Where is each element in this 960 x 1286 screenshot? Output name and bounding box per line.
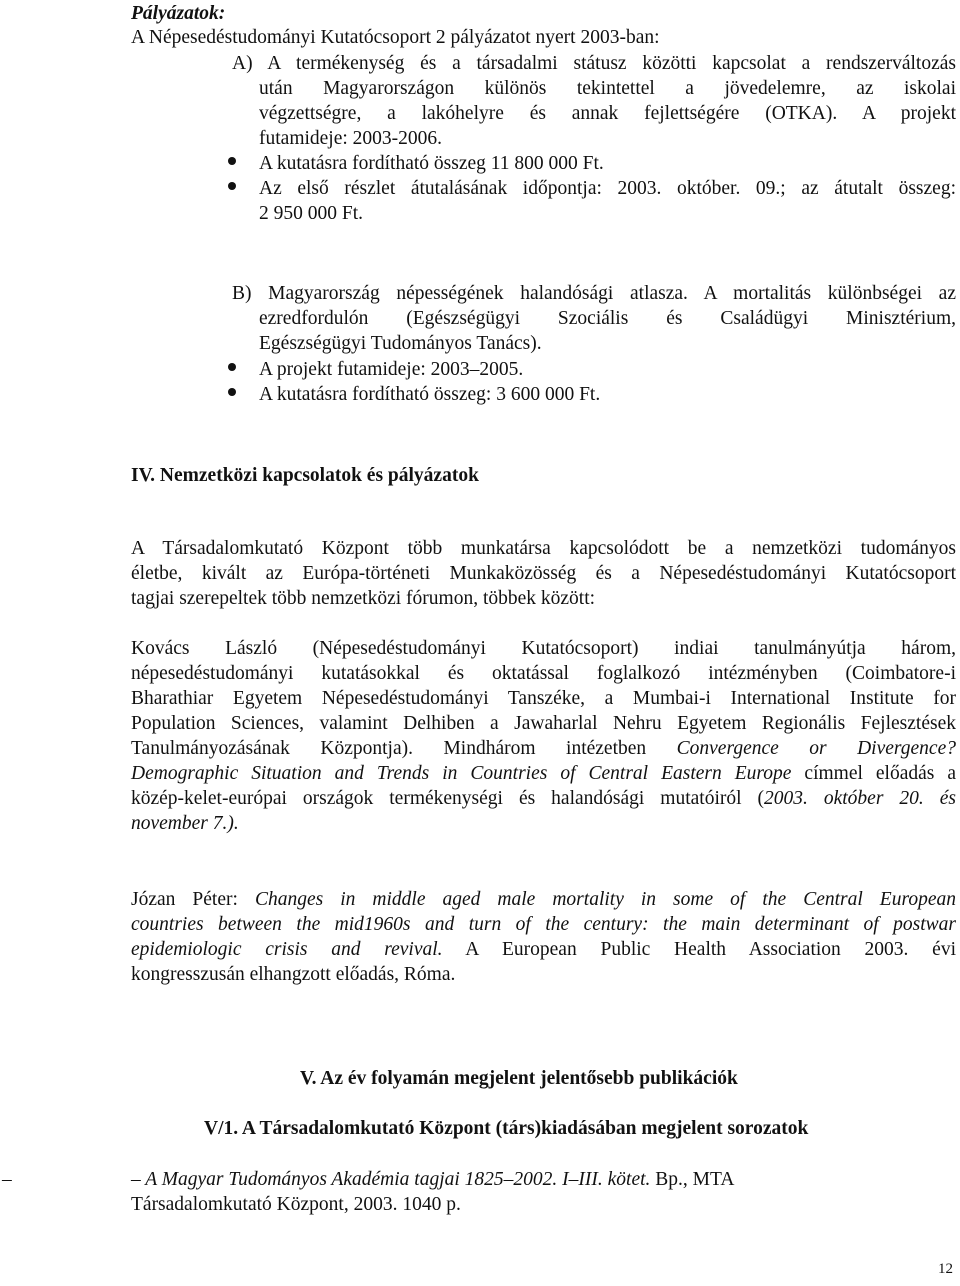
paragraph-line: Bharathiar Egyetem Népesedéstudományi Tanszéke, a Mumbai-i International Institute for — [131, 688, 956, 709]
section-heading-palyazatok: Pályázatok: — [131, 3, 226, 24]
paragraph-line: Demographic Situation and Trends in Countries of Central Eastern Europe címmel előadás a — [131, 763, 957, 784]
paragraph-line: Józan Péter: Changes in middle aged male mortality in some of the Central European — [131, 889, 956, 910]
paragraph-line: közép-kelet-európai országok termékenységi és halandósági mutatóiról (2003. október 20. és — [131, 788, 956, 809]
project-a-line: végzettségre, a lakóhelyre és annak fejlettségére (OTKA). A projekt — [259, 103, 956, 124]
paragraph-line: A Társadalomkutató Központ több munkatársa kapcsolódott be a nemzetközi tudományos — [131, 538, 956, 559]
bullet-icon — [228, 388, 236, 396]
paragraph-line: Population Sciences, valamint Delhiben a Jawaharlal Nehru Egyetem Regionális Fejlesztések — [131, 713, 956, 734]
paragraph-line: életbe, kivált az Európa-történeti Munkaközösség és a Népesedéstudományi Kutatócsoport — [131, 563, 956, 584]
project-b-line: ezredfordulón (Egészségügyi Szociális és Családügyi Minisztérium, — [259, 308, 956, 329]
project-b-line: B) Magyarország népességének halandósági atlasza. A mortalitás különbségei az — [232, 283, 956, 304]
paragraph-line: népesedéstudományi kutatásokkal és oktatással foglalkozó intézményben (Coimbatore-i — [131, 663, 956, 684]
section-heading-iv: IV. Nemzetközi kapcsolatok és pályázatok — [131, 465, 479, 486]
project-a-bullet: A kutatásra fordítható összeg 11 800 000 Ft. — [259, 153, 604, 174]
paragraph-line: Tanulmányozásának Központja). Mindhárom intézetben Convergence or Divergence? — [131, 738, 956, 759]
intro-line: A Népesedéstudományi Kutatócsoport 2 pályázatot nyert 2003-ban: — [131, 27, 660, 48]
publication-line: – A Magyar Tudományos Akadémia tagjai 1825–2002. I–III. kötet. Bp., MTA — [131, 1169, 735, 1190]
publication-line: Társadalomkutató Központ, 2003. 1040 p. — [131, 1194, 461, 1215]
project-a-line: futamideje: 2003-2006. — [259, 128, 443, 149]
section-heading-v: V. Az év folyamán megjelent jelentősebb publikációk — [300, 1068, 738, 1089]
paragraph-line: november 7.). — [131, 813, 239, 834]
project-b-bullet: A kutatásra fordítható összeg: 3 600 000 Ft. — [259, 384, 601, 405]
project-b-bullet: A projekt futamideje: 2003–2005. — [259, 359, 524, 380]
paragraph-line: kongresszusán elhangzott előadás, Róma. — [131, 964, 456, 985]
project-a-bullet-continuation: 2 950 000 Ft. — [259, 203, 364, 224]
project-a-bullet: Az első részlet átutalásának időpontja: 2003. október. 09.; az átutalt összeg: — [259, 178, 956, 199]
paragraph-line: tagjai szerepeltek több nemzetközi fórumon, többek között: — [131, 588, 596, 609]
bullet-icon — [228, 157, 236, 165]
page-number: 12 — [938, 1261, 953, 1277]
project-a-line: A) A termékenység és a társadalmi státusz közötti kapcsolat a rendszerváltozás — [232, 53, 956, 74]
bullet-icon — [228, 182, 236, 190]
subsection-heading-v1: V/1. A Társadalomkutató Központ (társ)kiadásában megjelent sorozatok — [204, 1118, 809, 1139]
pub-dash: – — [2, 1169, 12, 1190]
paragraph-line: Kovács László (Népesedéstudományi Kutatócsoport) indiai tanulmányútja három, — [131, 638, 956, 659]
bullet-icon — [228, 363, 236, 371]
project-a-line: után Magyarországon különös tekintettel a jövedelemre, az iskolai — [259, 78, 956, 99]
paragraph-line: countries between the mid1960s and turn of the century: the main determinant of postwar — [131, 914, 956, 935]
paragraph-line: epidemiologic crisis and revival. A European Public Health Association 2003. évi — [131, 939, 957, 960]
project-b-line: Egészségügyi Tudományos Tanács). — [259, 333, 542, 354]
